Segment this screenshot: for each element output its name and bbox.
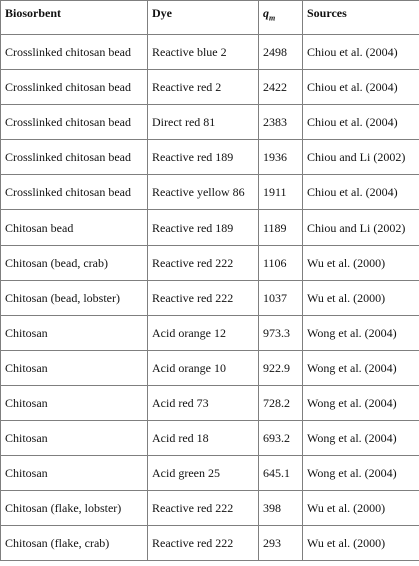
qm-cell: 728.2 <box>259 385 303 420</box>
qm-cell: 973.3 <box>259 315 303 350</box>
biosorbent-cell: Crosslinked chitosan bead <box>1 35 148 70</box>
dye-cell: Reactive yellow 86 <box>148 175 259 210</box>
header-row <box>1 1 419 35</box>
table-row <box>1 280 419 315</box>
qm-cell: 1911 <box>259 175 303 210</box>
dye-cell: Reactive red 222 <box>148 245 259 280</box>
table-row <box>1 175 419 210</box>
qm-cell: 1106 <box>259 245 303 280</box>
dye-cell: Direct red 81 <box>148 105 259 140</box>
dye-cell: Acid green 25 <box>148 456 259 491</box>
header-dye: Dye <box>148 1 259 35</box>
biosorbent-cell: Crosslinked chitosan bead <box>1 140 148 175</box>
biosorbent-cell: Chitosan <box>1 385 148 420</box>
dye-cell: Reactive blue 2 <box>148 35 259 70</box>
qm-cell: 922.9 <box>259 350 303 385</box>
biosorbent-cell: Crosslinked chitosan bead <box>1 105 148 140</box>
source-cell: Wong et al. (2004) <box>303 315 419 350</box>
header-qm-subscript: m <box>269 13 276 23</box>
qm-cell: 1037 <box>259 280 303 315</box>
table-row <box>1 210 419 245</box>
source-cell: Wong et al. (2004) <box>303 350 419 385</box>
table-row <box>1 245 419 280</box>
qm-cell: 645.1 <box>259 456 303 491</box>
qm-cell: 2383 <box>259 105 303 140</box>
source-cell: Chiou et al. (2004) <box>303 105 419 140</box>
dye-cell: Acid orange 10 <box>148 350 259 385</box>
qm-cell: 398 <box>259 491 303 526</box>
table-header <box>1 1 419 35</box>
dye-cell: Reactive red 222 <box>148 526 259 561</box>
source-cell: Chiou and Li (2002) <box>303 210 419 245</box>
qm-cell: 1189 <box>259 210 303 245</box>
dye-cell: Reactive red 222 <box>148 280 259 315</box>
dye-cell: Acid red 18 <box>148 421 259 456</box>
source-cell: Wong et al. (2004) <box>303 421 419 456</box>
biosorbent-cell: Chitosan (bead, lobster) <box>1 280 148 315</box>
source-cell: Chiou et al. (2004) <box>303 175 419 210</box>
biosorbent-cell: Chitosan <box>1 350 148 385</box>
biosorbent-cell: Chitosan (flake, lobster) <box>1 491 148 526</box>
dye-cell: Acid red 73 <box>148 385 259 420</box>
table-row <box>1 105 419 140</box>
header-qm-symbol: q <box>263 6 269 20</box>
table-row <box>1 385 419 420</box>
table-row <box>1 315 419 350</box>
qm-cell: 293 <box>259 526 303 561</box>
biosorbent-cell: Chitosan <box>1 456 148 491</box>
source-cell: Chiou et al. (2004) <box>303 35 419 70</box>
table-body <box>1 35 419 561</box>
source-cell: Wu et al. (2000) <box>303 280 419 315</box>
qm-cell: 2422 <box>259 70 303 105</box>
table-row <box>1 35 419 70</box>
dye-cell: Reactive red 222 <box>148 491 259 526</box>
biosorbent-cell: Chitosan (bead, crab) <box>1 245 148 280</box>
qm-cell: 693.2 <box>259 421 303 456</box>
biosorbent-cell: Crosslinked chitosan bead <box>1 175 148 210</box>
dye-cell: Reactive red 189 <box>148 210 259 245</box>
header-sources: Sources <box>303 1 419 35</box>
dye-cell: Reactive red 2 <box>148 70 259 105</box>
table-row <box>1 70 419 105</box>
qm-cell: 2498 <box>259 35 303 70</box>
table-row <box>1 526 419 561</box>
source-cell: Wong et al. (2004) <box>303 456 419 491</box>
header-biosorbent: Biosorbent <box>1 1 148 35</box>
source-cell: Chiou and Li (2002) <box>303 140 419 175</box>
source-cell: Chiou et al. (2004) <box>303 70 419 105</box>
source-cell: Wu et al. (2000) <box>303 245 419 280</box>
biosorbent-cell: Crosslinked chitosan bead <box>1 70 148 105</box>
qm-cell: 1936 <box>259 140 303 175</box>
table-row <box>1 456 419 491</box>
biosorbent-cell: Chitosan <box>1 315 148 350</box>
biosorbent-cell: Chitosan <box>1 421 148 456</box>
source-cell: Wu et al. (2000) <box>303 491 419 526</box>
biosorbent-cell: Chitosan (flake, crab) <box>1 526 148 561</box>
table-row <box>1 491 419 526</box>
table-row <box>1 350 419 385</box>
dye-cell: Reactive red 189 <box>148 140 259 175</box>
table-row <box>1 140 419 175</box>
source-cell: Wu et al. (2000) <box>303 526 419 561</box>
dye-cell: Acid orange 12 <box>148 315 259 350</box>
header-qm <box>259 1 303 35</box>
table-row <box>1 421 419 456</box>
biosorbent-cell: Chitosan bead <box>1 210 148 245</box>
source-cell: Wong et al. (2004) <box>303 385 419 420</box>
